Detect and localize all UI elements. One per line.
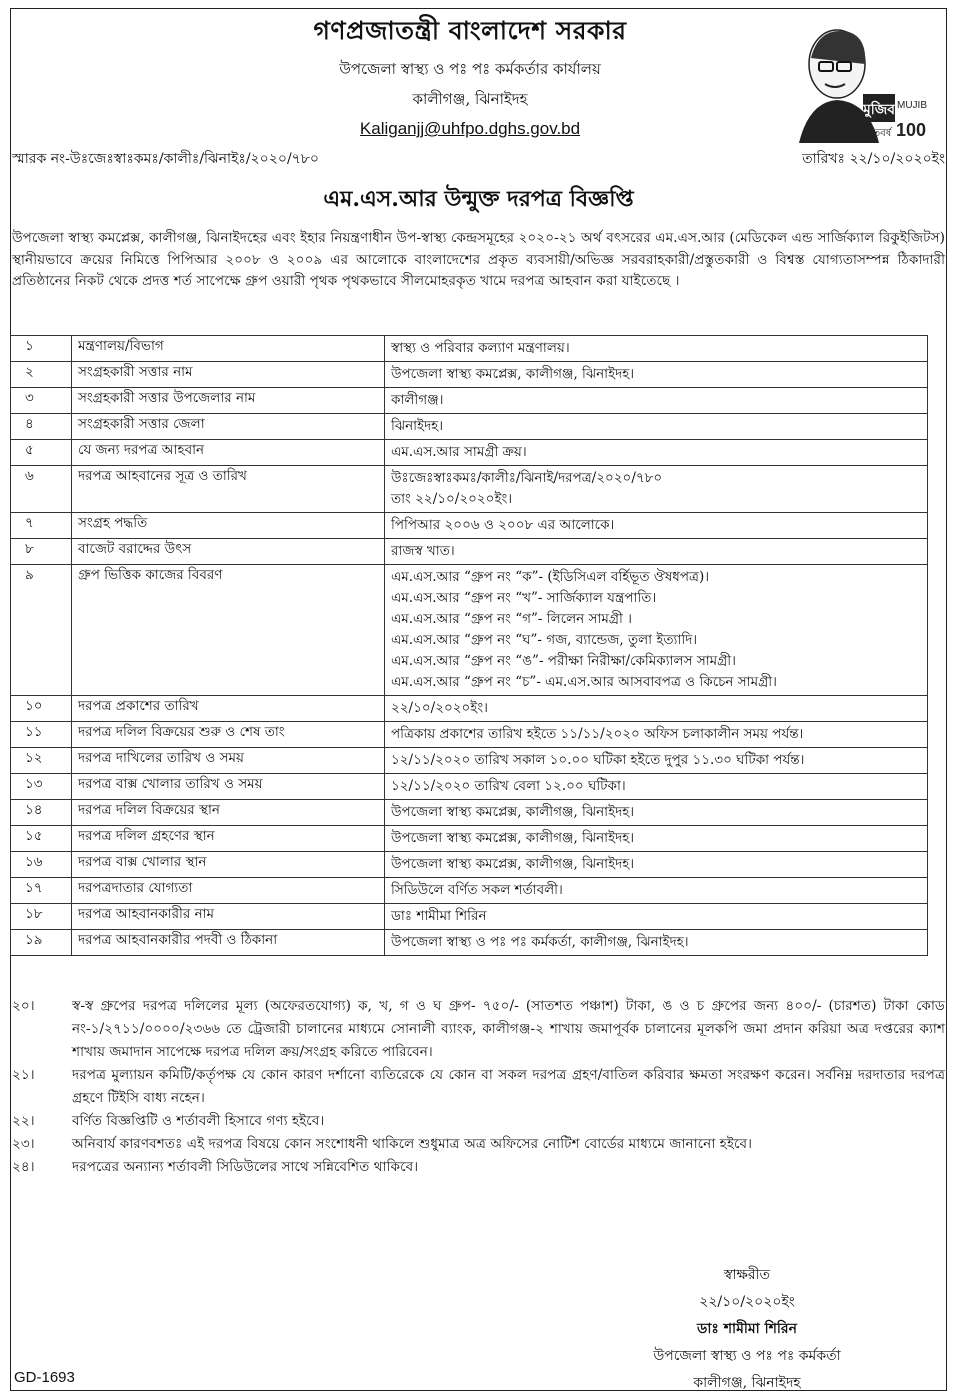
row-value-line: উপজেলা স্বাস্থ্য কমপ্লেক্স, কালীগঞ্জ, ঝিনাইদহ। [391, 830, 635, 846]
row-number: ১৯ [11, 930, 72, 956]
row-value [385, 539, 928, 565]
row-value [385, 826, 928, 852]
row-label: দরপত্র বাক্স খোলার স্থান [72, 852, 385, 878]
row-value-line: এম.এস.আর “গ্রুপ নং “গ”- লিলেন সামগ্রী । [391, 611, 632, 627]
row-value-line: ডাঃ শামীমা শিরিন [391, 908, 487, 924]
row-number: ১৮ [11, 904, 72, 930]
row-number: ১৭ [11, 878, 72, 904]
row-number: ৩ [11, 388, 72, 414]
row-label: সংগ্রহকারী সত্তার জেলা [72, 414, 385, 440]
table-row [11, 774, 928, 800]
logo-text-en: MUJIB [897, 100, 927, 111]
office-name: উপজেলা স্বাস্থ্য ও পঃ পঃ কর্মকর্তার কার্যালয় [339, 60, 601, 78]
row-number: ৪ [11, 414, 72, 440]
terms-list [12, 995, 945, 1179]
table-row [11, 696, 928, 722]
row-number: ১৪ [11, 800, 72, 826]
row-number: ৬ [11, 466, 72, 513]
row-label: সংগ্রহকারী সত্তার নাম [72, 362, 385, 388]
table-row [11, 466, 928, 513]
signed-label: স্বাক্ষরীত [723, 1267, 771, 1283]
row-value-line: কালীগঞ্জ। [391, 392, 444, 408]
row-number: ৮ [11, 539, 72, 565]
table-row [11, 930, 928, 956]
row-value [385, 388, 928, 414]
table-row [11, 440, 928, 466]
row-value-line: এম.এস.আর “গ্রুপ নং “খ”- সার্জিক্যাল যন্ত্রপাতি। [391, 590, 657, 606]
table-row [11, 513, 928, 539]
term-item [12, 1133, 945, 1156]
row-label: দরপত্রদাতার যোগ্যতা [72, 878, 385, 904]
row-label: দরপত্র আহবানকারীর পদবী ও ঠিকানা [72, 930, 385, 956]
email-link[interactable]: Kaliganjj@uhfpo.dghs.gov.bd [359, 119, 581, 138]
row-label: যে জন্য দরপত্র আহবান [72, 440, 385, 466]
row-number: ১৩ [11, 774, 72, 800]
row-value [385, 414, 928, 440]
row-number: ৭ [11, 513, 72, 539]
table-row [11, 748, 928, 774]
gd-code: GD-1693 [14, 1369, 75, 1386]
term-text: দরপত্রের অন্যান্য শর্তাবলী সিডিউলের সাথে সন্নিবেশিত থাকিবে। [72, 1159, 419, 1175]
row-value [385, 466, 928, 513]
term-number: ২২। [12, 1113, 35, 1129]
row-value-line: ১২/১১/২০২০ তারিখ বেলা ১২.০০ ঘটিকা। [391, 778, 626, 794]
term-number: ২১। [12, 1067, 35, 1083]
logo-sub: শতবর্ষ [866, 128, 892, 139]
row-value [385, 513, 928, 539]
row-value-line: এম.এস.আর সামগ্রী ক্রয়। [391, 444, 527, 460]
row-number: ১০ [11, 696, 72, 722]
tender-schedule-table [10, 335, 928, 956]
table-row [11, 852, 928, 878]
mujib-centenary-logo [779, 18, 929, 143]
term-item [12, 1110, 945, 1133]
row-number: ৫ [11, 440, 72, 466]
table-row [11, 878, 928, 904]
row-value-line: তাং ২২/১০/২০২০ইং। [391, 491, 513, 507]
term-text: স্ব-স্ব গ্রুপের দরপত্র দলিলের মূল্য (অফেরতযোগ্য) ক, খ, গ ও ঘ গ্রুপ- ৭৫০/- (সাতশত পঞ্চাশ) টাকা, ঙ ও চ গ্রুপের জন্য ৪০০/- (চারশত) টাকা কোড নং-১/২৭১১/০০০০/২৩৬৬ তে ট্রেজারী চালানের মাধ্যমে সোনালী ব্যাংক, কালীগঞ্জ-২ শাখায় জমাপূর্বক চালানের মূলকপি জমা প্রদান করিয়া অত্র দপ্তরের ক্যাশ শাখায় জমাদান সাপেক্ষে দরপত্র দলিল ক্রয়/সংগ্রহ করিতে পারিবেন। [72, 998, 945, 1060]
row-label: গ্রুপ ভিত্তিক কাজের বিবরণ [72, 565, 385, 696]
row-label: মন্ত্রণালয়/বিভাগ [72, 336, 385, 362]
row-value-line: ১২/১১/২০২০ তারিখ সকাল ১০.০০ ঘটিকা হইতে দুপুর ১১.৩০ ঘটিকা পর্যন্ত। [391, 752, 805, 768]
row-value-line: উপজেলা স্বাস্থ্য কমপ্লেক্স, কালীগঞ্জ, ঝিনাইদহ। [391, 804, 635, 820]
logo-text-bn: মুজিব [862, 102, 896, 118]
row-label: দরপত্র বাক্স খোলার তারিখ ও সময় [72, 774, 385, 800]
row-label: সংগ্রহকারী সত্তার উপজেলার নাম [72, 388, 385, 414]
row-value [385, 565, 928, 696]
row-value-line: এম.এস.আর “গ্রুপ নং “ঘ”- গজ, ব্যান্ডেজ, তুলা ইত্যাদি। [391, 632, 698, 648]
row-label: দরপত্র দলিল বিক্রয়ের স্থান [72, 800, 385, 826]
issue-date: তারিখঃ ২২/১০/২০২০ইং [802, 151, 945, 167]
row-value-line: উপজেলা স্বাস্থ্য ও পঃ পঃ কর্মকর্তা, কালীগঞ্জ, ঝিনাইদহ। [391, 934, 689, 950]
row-label: দরপত্র দলিল গ্রহণের স্থান [72, 826, 385, 852]
row-label: দরপত্র দলিল বিক্রয়ের শুরু ও শেষ তাং [72, 722, 385, 748]
term-text: বর্ণিত বিজ্ঞপ্তিটি ও শর্তাবলী হিসাবে গণ্য হইবে। [72, 1113, 325, 1129]
row-value [385, 336, 928, 362]
row-value [385, 748, 928, 774]
table-row [11, 414, 928, 440]
row-label: দরপত্র আহবানকারীর নাম [72, 904, 385, 930]
memo-number: স্মারক নং-উঃজেঃস্বাঃকমঃ/কালীঃ/ঝিনাইঃ/২০২০/৭৮০ [12, 151, 319, 167]
signature-block [597, 1262, 897, 1397]
row-value [385, 440, 928, 466]
table-row [11, 362, 928, 388]
office-place: কালীগঞ্জ, ঝিনাইদহ [412, 90, 528, 108]
row-value [385, 722, 928, 748]
signatory-designation: উপজেলা স্বাস্থ্য ও পঃ পঃ কর্মকর্তা [653, 1348, 841, 1364]
row-value-line: রাজস্ব খাত। [391, 543, 455, 559]
row-value [385, 362, 928, 388]
row-value [385, 774, 928, 800]
row-number: ১২ [11, 748, 72, 774]
row-value-line: এম.এস.আর “গ্রুপ নং “ক”- (ইডিসিএল বর্হিভূত ঔষধপত্র)। [391, 569, 710, 585]
table-row [11, 565, 928, 696]
table-row [11, 336, 928, 362]
row-label: দরপত্র প্রকাশের তারিখ [72, 696, 385, 722]
term-item [12, 995, 945, 1064]
table-row [11, 904, 928, 930]
row-value [385, 878, 928, 904]
notice-title: এম.এস.আর উন্মুক্ত দরপত্র বিজ্ঞপ্তি [323, 186, 634, 212]
row-number: ২ [11, 362, 72, 388]
office-email[interactable] [150, 118, 790, 140]
row-value [385, 852, 928, 878]
row-value-line: এম.এস.আর “গ্রুপ নং “ঙ”- পরীক্ষা নিরীক্ষা/কেমিক্যালস সামগ্রী। [391, 653, 736, 669]
table-row [11, 826, 928, 852]
term-item [12, 1064, 945, 1110]
row-value-line: স্বাস্থ্য ও পরিবার কল্যাণ মন্ত্রণালয়। [391, 340, 570, 356]
row-value-line: ২২/১০/২০২০ইং। [391, 700, 488, 716]
row-label: সংগ্রহ পদ্ধতি [72, 513, 385, 539]
term-number: ২৪। [12, 1159, 35, 1175]
row-value [385, 904, 928, 930]
row-value-line: উপজেলা স্বাস্থ্য কমপ্লেক্স, কালীগঞ্জ, ঝিনাইদহ। [391, 366, 635, 382]
row-label: দরপত্র আহবানের সূত্র ও তারিখ [72, 466, 385, 513]
row-number: ১৫ [11, 826, 72, 852]
row-value-line: এম.এস.আর “গ্রুপ নং “চ”- এম.এস.আর আসবাবপত্র ও কিচেন সামগ্রী। [391, 674, 777, 690]
table-row [11, 539, 928, 565]
government-title: গণপ্রজাতন্ত্রী বাংলাদেশ সরকার [313, 16, 627, 45]
row-value [385, 696, 928, 722]
row-value [385, 800, 928, 826]
signature-date: ২২/১০/২০২০ইং [699, 1294, 795, 1310]
term-item [12, 1156, 945, 1179]
table-row [11, 722, 928, 748]
term-number: ২০। [12, 998, 35, 1014]
signatory-name: ডাঃ শামীমা শিরিন [697, 1321, 797, 1337]
row-number: ১১ [11, 722, 72, 748]
row-label: দরপত্র দাখিলের তারিখ ও সময় [72, 748, 385, 774]
row-value-line: পত্রিকায় প্রকাশের তারিখ হইতে ১১/১১/২০২০ অফিস চলাকালীন সময় পর্যন্ত। [391, 726, 804, 742]
row-value-line: উঃজেঃস্বাঃকমঃ/কালীঃ/ঝিনাই/দরপত্র/২০২০/৭৮০ [391, 470, 663, 486]
row-value-line: সিডিউলে বর্ণিত সকল শর্তাবলী। [391, 882, 563, 898]
logo-number: 100 [895, 120, 927, 140]
row-number: ১ [11, 336, 72, 362]
row-value-line: পিপিআর ২০০৬ ও ২০০৮ এর আলোকে। [391, 517, 615, 533]
row-label: বাজেট বরাদ্দের উৎস [72, 539, 385, 565]
term-number: ২৩। [12, 1136, 35, 1152]
row-value [385, 930, 928, 956]
table-row [11, 388, 928, 414]
signatory-place: কালীগঞ্জ, ঝিনাইদহ [693, 1375, 801, 1391]
term-text: অনিবার্য কারণবশতঃ এই দরপত্র বিষয়ে কোন সংশোধনী থাকিলে শুধুমাত্র অত্র অফিসের নোটিশ বোর্ডের মাধ্যমে জানানো হইবে। [72, 1136, 752, 1152]
row-value-line: ঝিনাইদহ। [391, 418, 444, 434]
row-number: ৯ [11, 565, 72, 696]
row-value-line: উপজেলা স্বাস্থ্য কমপ্লেক্স, কালীগঞ্জ, ঝিনাইদহ। [391, 856, 635, 872]
row-number: ১৬ [11, 852, 72, 878]
table-row [11, 800, 928, 826]
intro-paragraph: উপজেলা স্বাস্থ্য কমপ্লেক্স, কালীগঞ্জ, ঝিনাইদহের এবং ইহার নিয়ন্ত্রণাধীন উপ-স্বাস্থ্য কেন্দ্রসমূহের ২০২০-২১ অর্থ বৎসরের এম.এস.আর (মেডিকেল এন্ড সার্জিক্যাল রিকুইজিটস) স্থানীয়ভাবে ক্রয়ের নিমিত্তে পিপিআর ২০০৮ ও ২০০৯ এর আলোকে বাংলাদেশের প্রকৃত ব্যবসায়ী/অভিজ্ঞ সরবরাহকারী/প্রস্তুতকারী ও বিশ্বস্ত যোগ্যতাসম্পন্ন ঠিকাদারী প্রতিষ্ঠানের নিকট থেকে প্রদত্ত শর্ত সাপেক্ষে গ্রুপ ওয়ারী পৃথক পৃথকভাবে সীলমোহরকৃত খামে দরপত্র আহবান করা যাইতেছে । [12, 230, 945, 289]
term-text: দরপত্র মুল্যায়ন কমিটি/কর্তৃপক্ষ যে কোন কারণ দর্শানো ব্যতিরেকে যে কোন বা সকল দরপত্র গ্রহণ/বাতিল করিবার ক্ষমতা সংরক্ষণ করেন। সর্বনিম্ন দরদাতার দরপত্র গ্রহণে টিইসি বাধ্য নহেন। [72, 1067, 945, 1106]
